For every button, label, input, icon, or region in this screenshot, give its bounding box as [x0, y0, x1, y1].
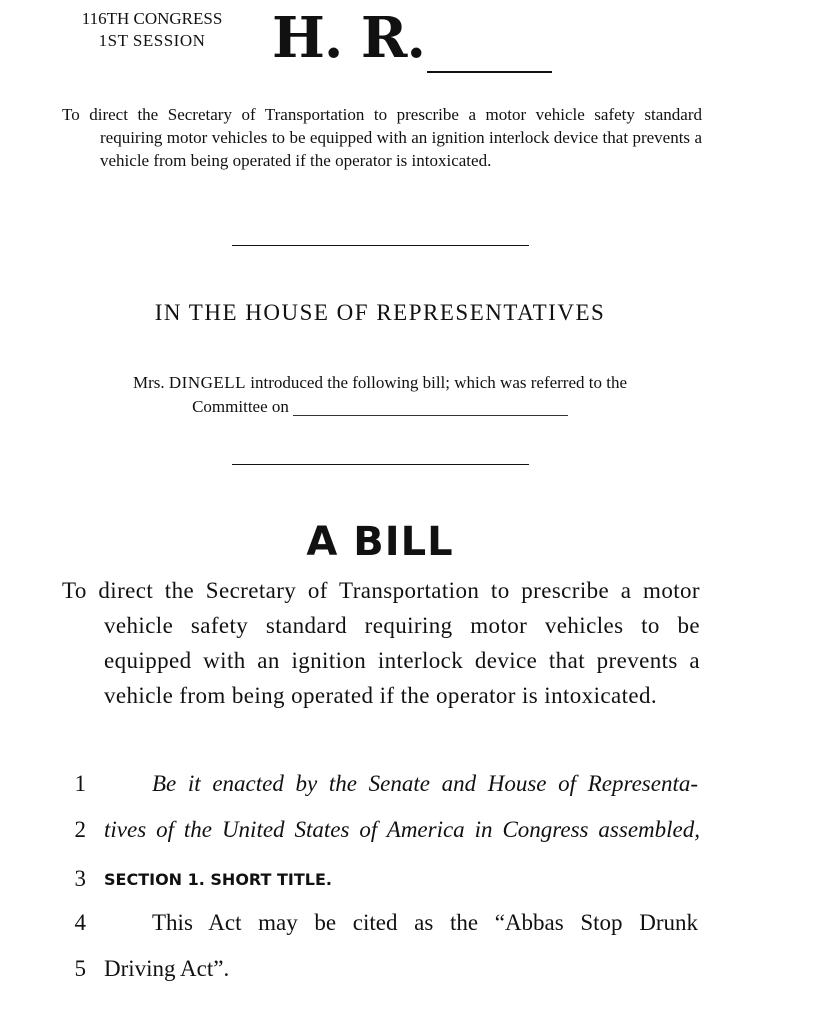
enacting-clause-text: tives of the United States of America in Congress assembled,	[104, 817, 700, 842]
enacting-clause-text: Be it enacted by the Senate and House of Representa-	[152, 771, 698, 796]
committee-label: Committee on	[192, 397, 289, 416]
divider-rule-top	[232, 245, 529, 246]
section-heading: SECTION 1. SHORT TITLE.	[104, 870, 332, 889]
line-number: 3	[74, 866, 86, 891]
chamber-heading: IN THE HOUSE OF REPRESENTATIVES	[154, 300, 606, 325]
bill-line	[0, 910, 813, 950]
divider-rule-bottom	[232, 464, 529, 465]
sponsor-title: Mrs.	[132, 373, 165, 392]
introduction-text: introduced the following bill; which was referred to the	[250, 373, 628, 392]
bill-line	[0, 817, 813, 857]
line-number: 4	[74, 910, 86, 935]
bill-purpose: To direct the Secretary of Transportation to prescribe a motor vehicle safety standard requiring motor vehicles to be equipped with an ignition interlock device that prevents a vehicle from being operated if the operator is intoxicated.	[62, 578, 700, 708]
bill-line	[0, 956, 813, 996]
introduction-line-1	[60, 371, 700, 395]
committee-blank-line	[293, 415, 568, 416]
bill-number-blank-line	[427, 71, 552, 73]
introduction-line-2	[60, 395, 700, 419]
session-number: 1ST SESSION	[98, 31, 206, 50]
bill-designation: H. R.	[272, 5, 425, 71]
introduction-paragraph	[60, 371, 700, 419]
bill-title: A BILL	[306, 519, 454, 565]
bill-line	[0, 866, 813, 906]
line-number: 1	[74, 771, 86, 796]
section-text: This Act may be cited as the “Abbas Stop Drunk	[152, 910, 698, 935]
bill-summary: To direct the Secretary of Transportation to prescribe a motor vehicle safety standard requiring motor vehicles to be equipped with an ignition interlock device that prevents a vehicle from being operated if the operator is intoxicated.	[62, 105, 702, 170]
section-text: Driving Act”.	[104, 956, 230, 981]
line-number: 2	[74, 817, 86, 842]
bill-line	[0, 771, 813, 811]
line-number: 5	[74, 956, 86, 981]
congress-session-block	[62, 8, 242, 52]
sponsor-name: DINGELL	[168, 373, 247, 392]
congress-number: 116TH CONGRESS	[81, 9, 223, 28]
